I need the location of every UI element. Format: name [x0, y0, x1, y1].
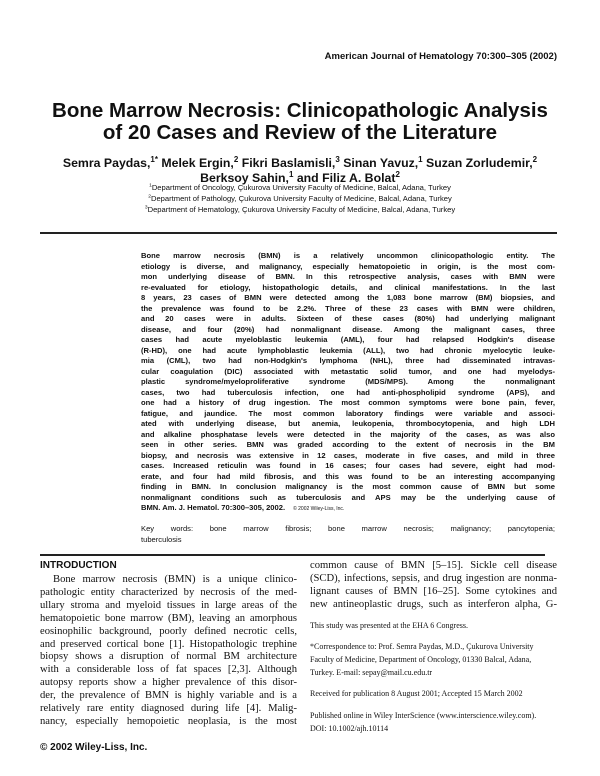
affiliation-sup: 1 — [149, 183, 152, 189]
author-name: Fikri Baslamisli, — [238, 156, 336, 170]
abstract-line: seen in other series. BMN was graded according to the extent of necrosis in the BM — [141, 440, 555, 449]
presented-note: This study was presented at the EHA 6 Congress. — [310, 621, 468, 630]
published-line: DOI: 10.1002/ajh.10114 — [310, 724, 389, 733]
abstract-line: and 20 cases were in adults. Sixteen of these cases (80%) had underlying malignant — [141, 314, 555, 323]
abstract-line: mon underlying disease of BMN. In this retrospective analysis, cases with BMN were — [141, 272, 555, 281]
body-line: ullary stroma and myeloid tissues in large areas of the — [40, 599, 297, 611]
abstract-line: cases. Increased reticulin was found in 16 cases; four cases had severe, eight had mod- — [141, 461, 555, 470]
abstract-line: re-evaluated for etiology, histopathologic details, and clinical manifestations. In the last — [141, 282, 555, 292]
abstract-line: etiology is diverse, and malignancy, especially hematopoietic in origin, is the most com- — [141, 261, 555, 271]
abstract-line: erate, and four had mild fibrosis, and this was found to be an interesting accompanying — [141, 471, 555, 481]
authors-line — [0, 156, 600, 171]
abstract-line: Bone marrow necrosis (BMN) is a relatively uncommon clinicopathologic entity. The — [141, 251, 555, 260]
abstract-line: plastic syndrome/myeloproliferative syndrome (MDS/MPS). Among the nonmalignant — [141, 377, 555, 386]
abstract-line: nonmalignant conditions such as tuberculosis and APS may be the underlying cause of — [141, 492, 555, 502]
body-line: nancy, especially hemopoietic neoplasia, is the most — [40, 715, 297, 727]
keywords-line: Key words: bone marrow fibrosis; bone marrow necrosis; malignancy; pancytopenia; — [141, 524, 555, 533]
introduction-continued — [310, 559, 557, 611]
title-line: Bone Marrow Necrosis: Clinicopathologic Analysis — [52, 99, 548, 122]
section-heading: INTRODUCTION — [40, 560, 117, 571]
title-line: of 20 Cases and Review of the Literature — [102, 121, 498, 144]
author-sup: 2 — [233, 154, 239, 164]
body-line: lignant causes of BMN [16–25]. Some cytokines and — [310, 586, 557, 597]
body-line: new antineoplastic drugs, such as interferon alpha, G- — [310, 599, 557, 610]
author-name: Berksoy Sahin, — [200, 171, 289, 185]
abstract-citation: BMN. Am. J. Hematol. 70:300–305, 2002. — [141, 503, 286, 512]
author-sup: 2 — [532, 154, 538, 164]
author-name: Sinan Yavuz, — [339, 156, 419, 170]
abstract-line: the prevalence was found to be 2.2%. Three of these 23 cases with BMN were children, — [141, 303, 555, 313]
author-name: Suzan Zorludemir, — [422, 156, 533, 170]
affiliation-sup: 3 — [144, 205, 148, 211]
abstract — [141, 251, 555, 515]
abstract-copyright: © 2002 Wiley-Liss, Inc. — [293, 506, 345, 512]
affiliation-text: Department of Pathology, Çukurova University Faculty of Medicine, Balcal, Adana, Turkey — [150, 194, 452, 203]
body-line: (SCD), infections, sepsis, and drug ingestion are nonma- — [310, 573, 557, 584]
affiliation-text: Department of Hematology, Çukurova University Faculty of Medicine, Balcal, Adana, Turkey — [147, 205, 456, 214]
body-line: pathologic entity characterized by necrosis of the med- — [40, 586, 297, 598]
body-line: with a considerable loss of fat spaces [2,3]. Although — [40, 664, 297, 676]
introduction-body — [40, 574, 297, 729]
author-sup: 2 — [395, 169, 400, 179]
keywords — [141, 523, 555, 545]
affiliation — [0, 204, 600, 215]
correspondence-line: Turkey. E-mail: sepay@mail.cu.edu.tr — [310, 668, 433, 677]
keywords-line: tuberculosis — [141, 535, 182, 544]
body-line: eosinophilic background, poorly defined necrotic cells, — [40, 625, 297, 637]
body-line: common cause of BMN [5–15]. Sickle cell disease — [310, 560, 557, 571]
affiliation — [0, 182, 600, 193]
author-name: and Filiz A. Bolat — [293, 171, 396, 185]
abstract-line: cases, two had tuberculosis infection, one had anti-phospholipid syndrome (APS), and — [141, 387, 555, 397]
abstract-line: and alkaline phosphatase levels were detected in the majority of the cases, as was also — [141, 429, 555, 439]
abstract-line: biopsy, and necrosis was extensive in 12 cases, moderate in five cases, and mild in three — [141, 450, 555, 460]
journal-header: American Journal of Hematology 70:300–305 (2002) — [324, 51, 557, 62]
correspondence-line: Faculty of Medicine, Department of Oncology, 01330 Balcal, Adana, — [310, 655, 532, 664]
abstract-line: cular coagulation (DIC) associated with metastatic solid tumor, and one had myelodys- — [141, 366, 555, 376]
published-note — [310, 709, 557, 735]
affiliation-sup: 2 — [148, 194, 151, 200]
correspondence-note — [310, 640, 557, 679]
abstract-line: one had a history of drug ingestion. The most common symptoms were bone pain, fever, — [141, 398, 555, 407]
abstract-line: 8 years, 23 cases of BMN were detected among the 1,083 bone marrow (BM) biopsies, and — [141, 293, 555, 302]
article-title — [0, 100, 600, 144]
author-sup: 1* — [150, 154, 158, 164]
body-line: der, the prevalence of BMN is highly variable and is a — [40, 690, 297, 702]
abstract-line — [141, 503, 555, 515]
body-line: biopsy shows a disruption of normal BM architecture — [40, 651, 297, 663]
body-line: Bone marrow necrosis (BMN) is a unique clinico- — [53, 574, 297, 585]
abstract-line: cases had acute myeloblastic leukemia (AML), four had relapsed Hodgkin's disease — [141, 335, 555, 344]
body-line: autopsy reports show a higher prevalence of this disor- — [40, 677, 297, 689]
received-note: Received for publication 8 August 2001; Accepted 15 March 2002 — [310, 689, 523, 698]
affiliations — [0, 182, 600, 215]
abstract-line: fatigue, and jaundice. The most common laboratory findings were variable and associ- — [141, 408, 555, 418]
author-sup: 1 — [288, 169, 294, 179]
abstract-divider — [40, 554, 545, 556]
abstract-line: disease, and four (20%) had nonmalignant disease. Among the malignant cases, three — [141, 324, 555, 334]
published-line: Published online in Wiley InterScience (www.interscience.wiley.com). — [310, 711, 537, 720]
body-line: hematopoietic bone marrow (BM), leaving an amorphous — [40, 612, 297, 624]
affiliation-text: Department of Oncology, Çukurova University Faculty of Medicine, Balcal, Adana, Turkey — [151, 183, 451, 192]
abstract-line: (R-HD), one had acute lymphoblastic leukemia (ALL), two had chronic myelocytic leuke- — [141, 345, 555, 355]
author-name: Melek Ergin, — [157, 156, 234, 170]
abstract-line: ated with underlying disease, but anemia, leukopenia, thrombocytopenia, and high LDH — [141, 419, 555, 428]
affiliation — [0, 193, 600, 204]
body-line: and preserved cortical bone [1]. Histopathologic trephine — [40, 638, 297, 650]
header-divider — [40, 232, 557, 234]
abstract-line: finding in BMN. In conclusion malignancy is the most common cause of BMN but some — [141, 482, 555, 491]
page-copyright: © 2002 Wiley-Liss, Inc. — [40, 742, 148, 753]
author-sup: 3 — [335, 154, 340, 164]
abstract-line: mia (CML), two had non-Hodgkin's lymphoma (NHL), three had disseminated intravas- — [141, 356, 555, 365]
author-sup: 1 — [418, 154, 423, 164]
body-line: relatively rare entity diagnosed during life [4]. Malig- — [40, 703, 297, 715]
correspondence-line: *Correspondence to: Prof. Semra Paydas, M.D., Çukurova University — [310, 642, 534, 651]
author-name: Semra Paydas, — [62, 156, 151, 170]
